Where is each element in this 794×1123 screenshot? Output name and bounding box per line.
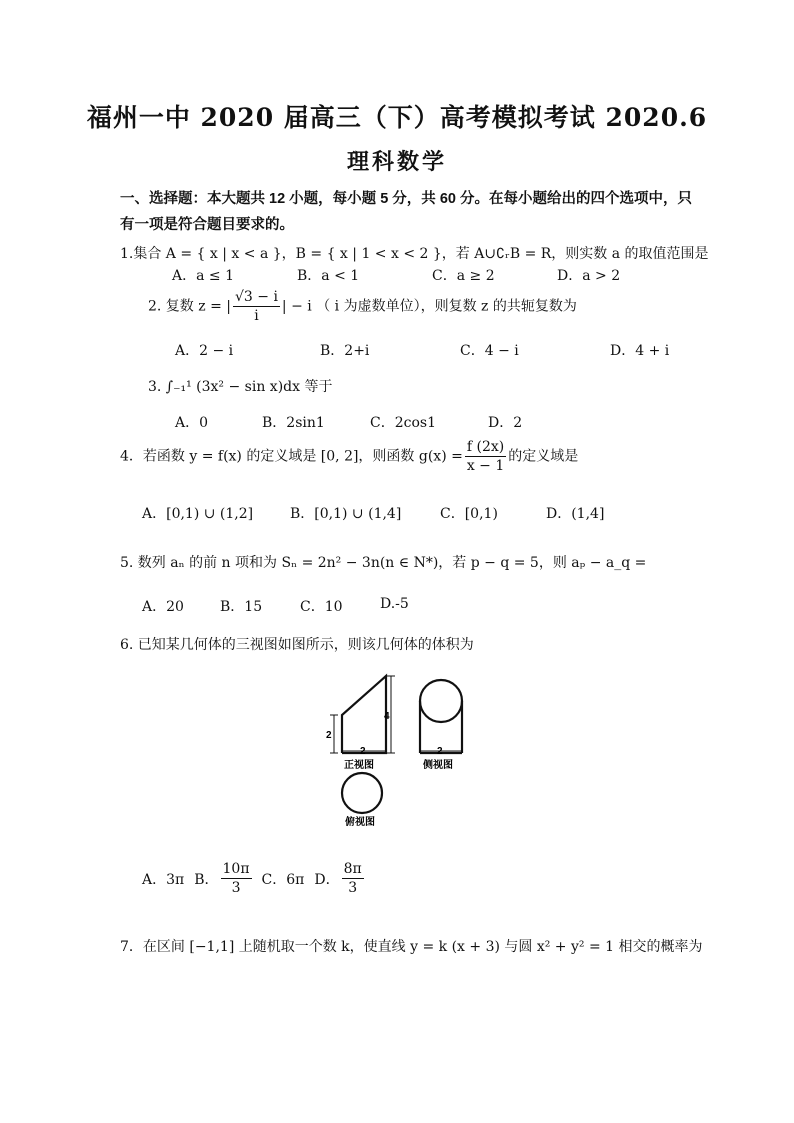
q6-option-d-fraction [342, 860, 364, 897]
q4-option-a: A．[0,1) ∪ (1,2] [142, 506, 254, 522]
front-view-label: 正视图 [344, 760, 374, 771]
q6-option-b-denominator: 3 [231, 880, 241, 896]
q6-option-b-numerator: 10π [222, 861, 250, 877]
dim-width-side: 2 [437, 746, 443, 757]
q6-option-c: C．6π [261, 871, 305, 888]
q2-prefix: 2. 复数 z = | [148, 298, 231, 315]
side-view-label: 侧视图 [423, 760, 453, 771]
q1-option-d: D．a > 2 [557, 268, 621, 284]
top-view [342, 773, 382, 813]
q6-option-b-fraction [221, 860, 252, 897]
q6-option-d-numerator: 8π [343, 861, 362, 877]
question-6: 6. 已知某几何体的三视图如图所示，则该几何体的体积为 [120, 637, 474, 653]
question-4 [120, 438, 578, 475]
q2-option-a: A．2 − i [175, 343, 234, 359]
question-3: 3. ∫₋₁¹ (3x² − sin x)dx 等于 [148, 379, 333, 395]
q2-denominator: i [254, 308, 259, 324]
q2-numerator: √3 − i [234, 289, 278, 305]
q3-option-c: C．2cos1 [370, 415, 436, 431]
q6-option-d-denominator: 3 [348, 880, 358, 896]
q2-option-b: B．2+i [320, 343, 370, 359]
section-heading-line2: 有一项是符合题目要求的。 [120, 217, 294, 233]
section-heading-line1: 一、选择题：本大题共 12 小题，每小题 5 分，共 60 分。在每小题给出的四个选项中，只 [120, 191, 692, 207]
question-7: 7．在区间 [−1,1] 上随机取一个数 k，使直线 y = k (x + 3) 与圆 x² + y² = 1 相交的概率为 [120, 939, 703, 955]
q4-denominator: x − 1 [466, 458, 505, 474]
q4-option-c: C．[0,1) [440, 506, 498, 522]
subject-title: 理科数学 [346, 149, 447, 175]
q2-fraction [233, 288, 280, 325]
q3-option-d: D．2 [488, 415, 523, 431]
q5-option-d: D.-5 [380, 596, 409, 612]
q3-option-b: B．2sin1 [262, 415, 325, 431]
side-view [420, 680, 462, 753]
q4-prefix: 4．若函数 y = f(x) 的定义域是 [0, 2]，则函数 g(x) = [120, 448, 463, 465]
front-view [342, 676, 386, 753]
question-1: 1.集合 A = { x | x < a }，B = { x | 1 < x < 2 }，若 A∪∁ᵣB = R，则实数 a 的取值范围是 [120, 246, 709, 262]
question-2 [148, 288, 577, 325]
three-view-diagram [320, 668, 480, 833]
q4-numerator: f (2x) [466, 439, 505, 455]
q2-option-d: D．4 + i [610, 343, 670, 359]
q4-option-b: B．[0,1) ∪ (1,4] [290, 506, 402, 522]
page-title: 福州一中 2020 届高三（下）高考模拟考试 2020.6 [86, 103, 708, 132]
q6-option-a: A．3π [142, 871, 185, 888]
q2-suffix: | − i （ i 为虚数单位），则复数 z 的共轭复数为 [281, 298, 577, 315]
q4-fraction [465, 438, 506, 475]
q4-option-d: D．(1,4] [546, 506, 605, 522]
question-5: 5. 数列 aₙ 的前 n 项和为 Sₙ = 2n² − 3n(n ∈ N*)，若 p − q = 5，则 aₚ − a_q = [120, 555, 647, 571]
dim-height-right: 4 [384, 711, 390, 722]
q1-option-c: C．a ≥ 2 [432, 268, 495, 284]
q6-options [142, 860, 366, 897]
top-view-label: 俯视图 [345, 817, 375, 828]
q4-suffix: 的定义域是 [508, 448, 579, 465]
q5-option-c: C．10 [300, 599, 343, 615]
q1-option-a: A．a ≤ 1 [172, 268, 234, 284]
q6-option-d-prefix: D． [314, 871, 340, 888]
q2-option-c: C．4 − i [460, 343, 519, 359]
q5-option-a: A．20 [142, 599, 184, 615]
q3-option-a: A．0 [175, 415, 209, 431]
q1-option-b: B．a < 1 [297, 268, 360, 284]
dim-width-front: 2 [360, 746, 366, 757]
q6-option-b-prefix: B． [194, 871, 219, 888]
q5-option-b: B．15 [220, 599, 263, 615]
dim-height-left: 2 [326, 730, 332, 741]
